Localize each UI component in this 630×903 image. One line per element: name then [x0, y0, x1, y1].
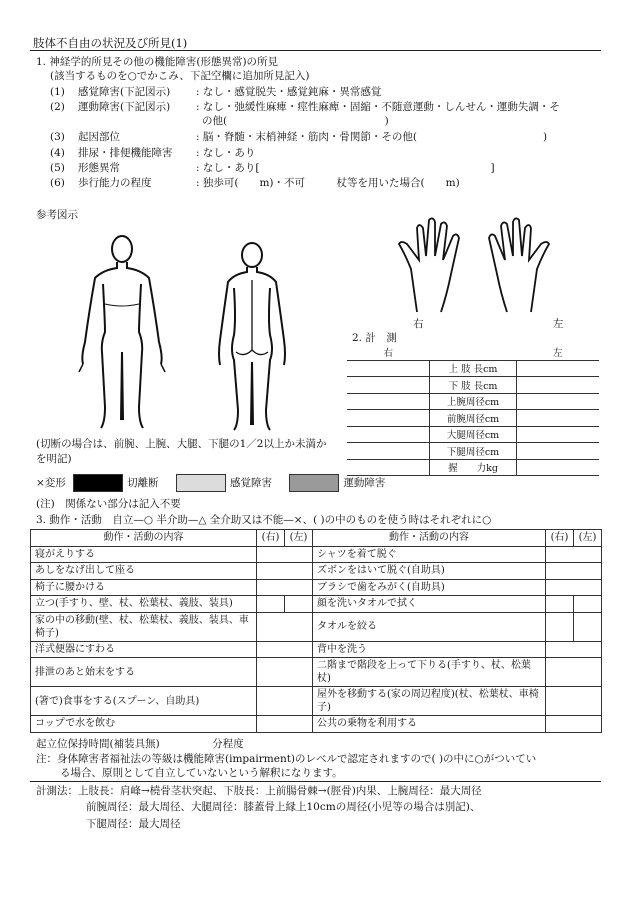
activity-header-cell: 動作・活動の内容	[31, 530, 257, 547]
finding-label: 形態異常	[78, 162, 120, 174]
left-value-cell[interactable]	[517, 393, 600, 410]
left-value-cell[interactable]	[517, 443, 600, 460]
amputation-note: (切断の場合は、前腕、上腕、大腿、下腿の1／2以上か未満かを明記)	[36, 438, 327, 465]
activity-label: 公共の乗物を利用する	[313, 716, 546, 733]
activity-label: 背中を洗う	[313, 641, 546, 658]
activity-label: コップで水を飲む	[31, 716, 257, 733]
finding-row	[50, 131, 547, 144]
finding-num: (3)	[50, 131, 65, 143]
activity-row	[31, 716, 602, 733]
method-line: 下腿周径：最大周径	[86, 818, 181, 830]
finding-row	[50, 162, 495, 175]
left-hand-figure	[473, 214, 551, 314]
right-hand-figure	[397, 214, 475, 314]
measurement-label: 握 力kg	[430, 459, 517, 476]
right-value-cell[interactable]	[347, 360, 430, 377]
activity-mark-cell[interactable]	[257, 716, 313, 733]
right-value-cell[interactable]	[347, 426, 430, 443]
measurement-heading: 2. 計 測	[352, 332, 397, 344]
activity-label: 洋式便器にすわる	[31, 641, 257, 658]
activity-label: (箸で)食事をする(スプーン、自助具)	[31, 687, 257, 716]
activity-mark-cell[interactable]	[257, 546, 313, 563]
footnote-line: 注：身体障害者福祉法の等級は機能障害(impairment)のレベルで認定されますので( )の中に○がついてい	[36, 753, 537, 765]
finding-num: (2)	[50, 101, 65, 113]
legend-label: 切離断	[127, 477, 159, 489]
finding-label: 排尿・排便機能障害	[78, 147, 173, 159]
activity-label: シャツを着て脱ぐ	[313, 546, 546, 563]
section3-heading: 3. 動作・活動 自立—○ 半介助—△ 全介助又は不能—×、( )の中のものを使う時はそれぞれに○	[36, 514, 492, 526]
body-back-figure	[212, 240, 292, 435]
finding-num: (5)	[50, 162, 65, 174]
activity-mark-left[interactable]	[574, 596, 602, 613]
standing-time: 起立位保持時間(補装具無) 分程度	[36, 738, 244, 750]
activity-mark-right[interactable]	[546, 612, 574, 641]
activity-row	[31, 579, 602, 596]
finding-value: : なし・弛緩性麻痺・痙性麻痺・固縮・不随意運動・しんせん・運動失調・そ	[196, 101, 560, 113]
activity-mark-cell[interactable]	[546, 716, 602, 733]
finding-row	[50, 86, 381, 99]
activity-row	[31, 658, 602, 687]
activity-row	[31, 596, 602, 613]
hand-right-label: 右	[413, 318, 424, 330]
measurement-row	[347, 426, 599, 443]
measurement-row	[347, 360, 599, 377]
measurement-label: 下 肢 長cm	[430, 377, 517, 394]
activity-mark-right[interactable]	[546, 596, 574, 613]
activity-mark-right[interactable]	[257, 596, 285, 613]
body-front-figure	[75, 232, 170, 432]
activity-mark-cell[interactable]	[257, 658, 313, 687]
activity-row	[31, 612, 602, 641]
activity-mark-cell[interactable]	[546, 546, 602, 563]
legend-swatch-black	[73, 474, 123, 492]
col-right-header: 右	[347, 344, 430, 360]
finding-row	[50, 177, 460, 190]
finding-value: の他( )	[202, 115, 389, 127]
activity-mark-left[interactable]	[285, 596, 313, 613]
hand-left-label: 左	[553, 318, 564, 330]
activity-mark-cell[interactable]	[546, 687, 602, 716]
measurement-row	[347, 410, 599, 427]
activity-label: 二階まで階段を上って下りる(手すり、杖、松葉杖)	[313, 658, 546, 687]
right-header-cell: (右)	[546, 530, 574, 547]
activity-mark-cell[interactable]	[546, 579, 602, 596]
finding-value: : 独歩可( m)・不可 杖等を用いた場合( m)	[196, 177, 460, 189]
section1-note: (該当するものを○でかこみ、下記空欄に追加所見記入)	[50, 70, 310, 82]
activity-label: タオルを絞る	[313, 612, 546, 641]
right-value-cell[interactable]	[347, 393, 430, 410]
finding-num: (1)	[50, 86, 65, 98]
activity-label: ブラシで歯をみがく(自助具)	[313, 579, 546, 596]
activity-mark-cell[interactable]	[257, 563, 313, 580]
finding-row	[50, 115, 389, 128]
left-value-cell[interactable]	[517, 360, 600, 377]
measurement-row	[347, 443, 599, 460]
left-value-cell[interactable]	[517, 426, 600, 443]
footnote-rule	[30, 781, 601, 782]
finding-label: 起因部位	[78, 131, 120, 143]
activity-row	[31, 687, 602, 716]
section1-heading: 1. 神経学的所見その他の機能障害(形態異常)の所見	[36, 56, 279, 68]
activity-header	[31, 530, 602, 547]
activity-row	[31, 563, 602, 580]
activity-label: 家の中の移動(壁、杖、松葉杖、義肢、装具、車椅子)	[31, 612, 257, 641]
right-value-cell[interactable]	[347, 443, 430, 460]
measurement-label: 上腕周径cm	[430, 393, 517, 410]
unrelated-note: (注) 関係ない部分は記入不要	[36, 498, 181, 510]
activity-mark-cell[interactable]	[257, 579, 313, 596]
legend-swatch-light	[176, 474, 226, 492]
left-value-cell[interactable]	[517, 459, 600, 476]
right-value-cell[interactable]	[347, 410, 430, 427]
finding-label: 運動障害(下記図示)	[78, 101, 171, 113]
measurement-label: 前腕周径cm	[430, 410, 517, 427]
activity-mark-cell[interactable]	[257, 641, 313, 658]
right-header-cell: (右)	[257, 530, 285, 547]
title-rule	[30, 50, 601, 51]
left-header-cell: (左)	[574, 530, 602, 547]
finding-num: (4)	[50, 147, 65, 159]
finding-row	[50, 147, 255, 160]
legend-label: 運動障害	[343, 477, 386, 489]
activity-mark-left[interactable]	[574, 612, 602, 641]
activity-label: 寝がえりする	[31, 546, 257, 563]
measurement-row	[347, 377, 599, 394]
col-left-header: 左	[517, 344, 600, 360]
activity-label: 排泄のあと始末をする	[31, 658, 257, 687]
finding-value: : 脳・脊髄・末梢神経・筋肉・骨関節・その他( )	[196, 131, 548, 143]
legend	[36, 474, 385, 492]
finding-row	[50, 101, 560, 114]
activity-mark-cell[interactable]	[546, 658, 602, 687]
activity-label: あしをなげ出して座る	[31, 563, 257, 580]
left-value-cell[interactable]	[517, 377, 600, 394]
activity-label: 椅子に腰かける	[31, 579, 257, 596]
measurement-table	[347, 344, 599, 476]
footnote-line: る場合、原則として自立していないという解釈になります。	[60, 767, 343, 779]
measurement-label: 大腿周径cm	[430, 426, 517, 443]
activity-label: 立つ(手すり、壁、杖、松葉杖、義肢、装具)	[31, 596, 257, 613]
finding-value: : なし・感覚脱失・感覚鈍麻・異常感覚	[196, 86, 382, 98]
measurement-label: 下腿周径cm	[430, 443, 517, 460]
activity-label: ズボンをはいて脱ぐ(自助具)	[313, 563, 546, 580]
page-title: 肢体不自由の状況及び所見(1)	[33, 36, 188, 50]
finding-value: : なし・あり	[196, 147, 256, 159]
legend-label: 感覚障害	[230, 477, 272, 489]
measurement-label: 上 肢 長cm	[430, 360, 517, 377]
left-header-cell: (左)	[285, 530, 313, 547]
finding-label: 感覚障害(下記図示)	[78, 86, 171, 98]
left-value-cell[interactable]	[517, 410, 600, 427]
legend-swatch-gray	[289, 474, 339, 492]
measurement-row	[347, 393, 599, 410]
activity-mark-cell[interactable]	[257, 687, 313, 716]
activity-mark-cell[interactable]	[257, 612, 313, 641]
activity-header-cell: 動作・活動の内容	[313, 530, 546, 547]
finding-label: 歩行能力の程度	[78, 177, 152, 189]
legend-prefix: ×変形	[36, 477, 66, 489]
activity-mark-cell[interactable]	[546, 563, 602, 580]
figure-label: 参考図示	[36, 209, 78, 221]
activity-table	[30, 529, 602, 733]
right-value-cell[interactable]	[347, 377, 430, 394]
activity-label: 屋外を移動する(家の周辺程度)(杖、松葉杖、車椅子)	[313, 687, 546, 716]
activity-label: 顔を洗いタオルで拭く	[313, 596, 546, 613]
method-line: 前腕周径：最大周径、大腿周径：膝蓋骨上縁上10cmの周径(小児等の場合は別記)、	[86, 801, 481, 813]
activity-row	[31, 641, 602, 658]
activity-row	[31, 546, 602, 563]
finding-num: (6)	[50, 177, 65, 189]
finding-value: : なし・あり[ ]	[196, 162, 495, 174]
method-line: 計測法：上肢長：肩峰→橈骨茎状突起、下肢長：上前腸骨棘→(脛骨)内果、上腕周径：最大周径	[36, 785, 482, 797]
activity-mark-cell[interactable]	[546, 641, 602, 658]
